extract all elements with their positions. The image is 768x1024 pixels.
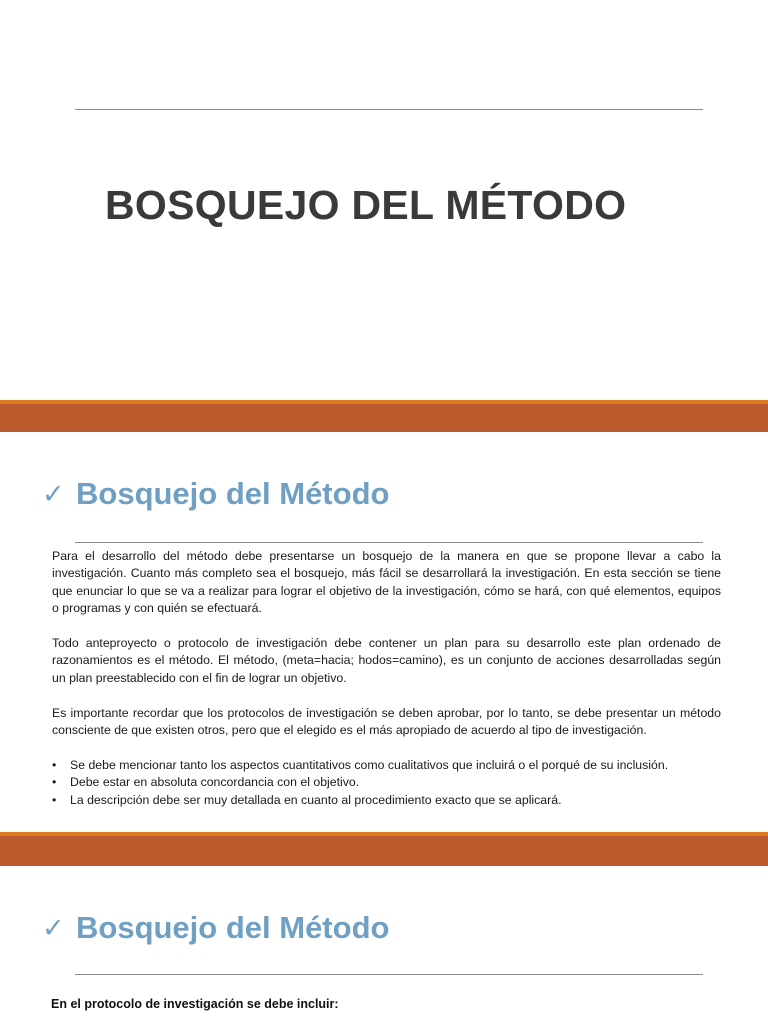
section-body xyxy=(52,548,721,809)
list-item xyxy=(52,774,721,791)
section-header xyxy=(42,476,389,512)
section-title: Bosquejo del Método xyxy=(76,476,390,511)
bullet-icon: • xyxy=(52,757,57,772)
section-title: Bosquejo del Método xyxy=(76,910,390,945)
section-header xyxy=(42,910,389,946)
band-stripe xyxy=(0,832,768,836)
list-item xyxy=(52,757,721,774)
bullet-list xyxy=(52,757,721,809)
bullet-icon: • xyxy=(52,792,57,807)
list-item-text: Se debe mencionar tanto los aspectos cuantitativos como cualitativos que incluirá o el porqué de su inclusión. xyxy=(70,757,669,772)
bullet-icon: • xyxy=(52,775,57,790)
paragraph: Para el desarrollo del método debe presentarse un bosquejo de la manera en que se propone llevar a cabo la investigación. Cuanto más completo sea el bosquejo, más fácil se desarrollará la investigación. En esta sección se tiene que enunciar lo que se va a realizar para lograr el objetivo de la investigación, cómo se hará, con qué elementos, equipos o programas y con quién se efectuará. xyxy=(52,549,721,616)
slide-separator-band xyxy=(0,400,768,432)
include-label: En el protocolo de investigación se debe incluir: xyxy=(51,997,339,1011)
checkmark-icon: ✓ xyxy=(42,478,65,510)
top-divider xyxy=(75,109,703,110)
slide-main-title: BOSQUEJO DEL MÉTODO xyxy=(105,182,627,228)
slide-separator-band xyxy=(0,832,768,866)
list-item-text: La descripción debe ser muy detallada en cuanto al procedimiento exacto que se aplicará. xyxy=(70,792,562,807)
slide-method-outline xyxy=(0,432,768,832)
section-divider xyxy=(75,542,703,543)
slide-title xyxy=(0,0,768,400)
paragraph: Es importante recordar que los protocolos de investigación se deben aprobar, por lo tanto, se debe presentar un método consciente de que existen otros, pero que el elegido es el más apropiado de acuerdo al tipo de investigación. xyxy=(52,705,721,738)
section-divider xyxy=(75,974,703,975)
band-stripe xyxy=(0,400,768,404)
list-item-text: Debe estar en absoluta concordancia con el objetivo. xyxy=(70,775,360,790)
checkmark-icon: ✓ xyxy=(42,912,65,944)
paragraph: Todo anteproyecto o protocolo de investigación debe contener un plan para su desarrollo este plan ordenado de razonamientos es el método. El método, (meta=hacia; hodos=camino), es un conjunto de acciones desarrolladas según un plan preestablecido con el fin de lograr un objetivo. xyxy=(52,636,721,685)
list-item xyxy=(52,792,721,809)
